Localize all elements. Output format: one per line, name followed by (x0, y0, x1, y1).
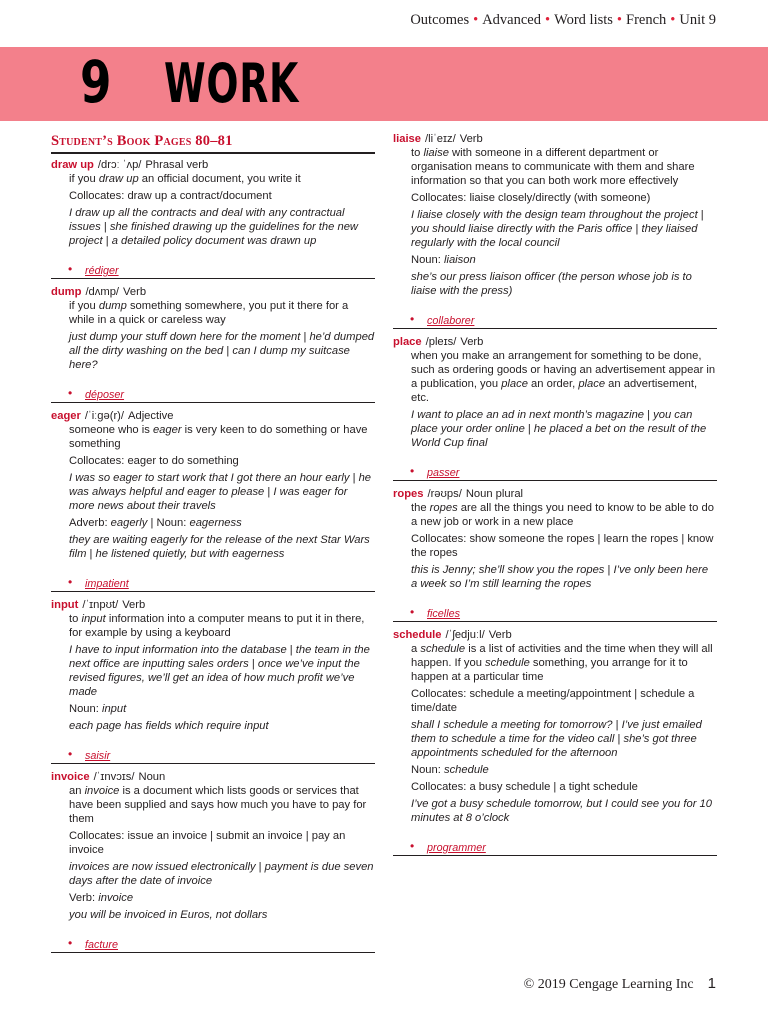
entry-body (393, 146, 717, 298)
nav-separator: • (544, 12, 551, 28)
pronunciation: /dʌmp/ (85, 286, 120, 298)
unit-number: 9 (80, 48, 111, 116)
translation-row (393, 605, 717, 622)
text-run: | (647, 409, 651, 421)
text-run: information into a computer means to put it in there, for example by using a keyboard (69, 613, 365, 639)
text-run: | (527, 423, 531, 435)
text-run: Collocates: show someone the ropes | learn the ropes | know the ropes (411, 533, 714, 559)
text-run: schedule (420, 643, 466, 655)
text-run: she’s our press liaison officer (the person whose job is to liaise with the press) (411, 271, 692, 297)
text-run: input (81, 613, 106, 625)
entry-body (393, 642, 717, 825)
text-run: are all the things you need to know to be able to do a new job or work in a new place (411, 502, 714, 528)
definition-text (411, 780, 717, 794)
headword-line (51, 285, 375, 299)
text-run: I was eager for more news about their travels (69, 486, 348, 512)
text-run: once we’ve input the revised figures, we’ll get an idea of how much profit we’ve made (69, 658, 360, 698)
bullet-icon: • (68, 386, 73, 400)
text-run: if you (69, 173, 99, 185)
example-text (69, 643, 375, 699)
dictionary-entry (393, 487, 717, 622)
dictionary-entry (51, 158, 375, 279)
headword-line (393, 487, 717, 501)
entry-body (51, 172, 375, 248)
text-run: the team in the next office are inputting sales orders (69, 644, 370, 670)
text-run: I was so eager to start work that I got there an hour early (69, 472, 353, 484)
translation: passer (427, 467, 460, 479)
definition-text (69, 423, 375, 451)
headword: eager (51, 410, 81, 422)
text-run: eager (152, 424, 182, 436)
text-run: you can place your order online (411, 409, 693, 435)
translation-row (393, 839, 717, 856)
entry-list (393, 132, 717, 856)
part-of-speech: Verb (122, 599, 146, 611)
example-text (411, 208, 717, 250)
text-run: to (69, 613, 82, 625)
headword: ropes (393, 488, 424, 500)
text-run: Collocates: eager to do something (69, 455, 239, 467)
dictionary-entry (393, 132, 717, 329)
translation: rédiger (85, 265, 119, 277)
pronunciation: /liˈeɪz/ (425, 133, 456, 145)
text-run: I’ve just emailed them to schedule a time for the video call (411, 719, 702, 745)
pronunciation: /rəʊps/ (427, 488, 462, 500)
text-run: schedule (485, 657, 530, 669)
pronunciation: /ˈʃedjuːl/ (445, 629, 485, 641)
text-run: Adverb: (69, 517, 111, 529)
text-run: I draw up all the contracts and deal with any contractual issues (69, 207, 345, 233)
text-run: draw up (98, 173, 139, 185)
nav-separator: • (616, 12, 622, 28)
part-of-speech: Verb (460, 336, 484, 348)
text-run: | (89, 548, 93, 560)
text-run: they are waiting eagerly for the release of the next Star Wars film (69, 534, 370, 560)
text-run: he was always helpful and eager to please (69, 472, 372, 498)
text-run: Collocates: liaise closely/directly (with someone) (411, 192, 651, 204)
definition-text (69, 829, 375, 857)
dictionary-entry (51, 285, 375, 403)
text-run: Noun: (69, 703, 102, 715)
text-run: ropes (429, 502, 458, 514)
text-run: a detailed policy document was drawn up (108, 235, 317, 247)
example-text (69, 471, 375, 513)
nav-separator: • (473, 12, 479, 28)
text-run: place (578, 378, 606, 390)
text-run: an advertisement, etc. (411, 378, 698, 404)
dictionary-entry (51, 770, 375, 953)
text-run: place (501, 378, 528, 390)
text-run: she’s got three appointments scheduled for the afternoon (411, 733, 697, 759)
dictionary-entry (393, 628, 717, 856)
text-run: can I dump my suitcase here? (69, 345, 350, 371)
text-run: Collocates: schedule a meeting/appointment | schedule a time/date (411, 688, 695, 714)
text-run: dump (98, 300, 127, 312)
headword-line (393, 132, 717, 146)
translation-row (393, 312, 717, 329)
text-run: is a list of activities and the time when they will all happen. If you (411, 643, 713, 669)
left-column (51, 132, 375, 959)
text-run: just dump your stuff down here for the moment (69, 331, 304, 343)
text-run: shall I schedule a meeting for tomorrow? (411, 719, 616, 731)
definition-text (69, 299, 375, 327)
text-run: Noun: (411, 254, 444, 266)
text-run: | Noun: (147, 517, 190, 529)
translation: impatient (85, 578, 129, 590)
text-run: when you make an arrangement for something to be done, such as ordering goods or having an advertisement appear in a publication, you (411, 350, 716, 390)
dictionary-entry (51, 598, 375, 764)
dictionary-entry (393, 335, 717, 481)
text-run: | (617, 733, 621, 745)
bullet-icon: • (410, 605, 415, 619)
headword: place (393, 336, 422, 348)
text-run: Noun: (411, 764, 444, 776)
text-run: | (289, 644, 293, 656)
definition-text (411, 191, 717, 205)
example-text (411, 270, 717, 298)
nav-item[interactable]: Word lists (554, 12, 613, 28)
definition-text (69, 189, 375, 203)
header-nav (410, 12, 716, 29)
nav-item[interactable]: Advanced (482, 12, 541, 28)
headword: invoice (51, 771, 90, 783)
text-run: each page has fields which require input (69, 720, 269, 732)
text-run: liaise (423, 147, 449, 159)
bullet-icon: • (68, 747, 73, 761)
nav-item[interactable]: Unit 9 (679, 12, 716, 28)
definition-text (69, 172, 375, 186)
text-run: someone who is (69, 424, 153, 436)
text-run: Collocates: a busy schedule | a tight schedule (411, 781, 638, 793)
definition-text (411, 501, 717, 529)
definition-text (411, 642, 717, 684)
text-run: | (103, 221, 107, 233)
unit-banner (0, 47, 768, 121)
translation-row (51, 575, 375, 592)
text-run: Verb: (69, 892, 99, 904)
headword: schedule (393, 629, 442, 641)
example-text (69, 719, 375, 733)
text-run: is very keen to do something or have something (69, 424, 368, 450)
text-run: I liaise closely with the design team throughout the project (411, 209, 701, 221)
text-run: invoice (84, 785, 120, 797)
text-run: invoices are now issued electronically (69, 861, 259, 873)
definition-text (411, 349, 717, 405)
right-column (393, 132, 717, 862)
part-of-speech: Noun plural (465, 488, 524, 500)
bullet-icon: • (410, 464, 415, 478)
text-run: this is Jenny; she’ll show you the ropes (411, 564, 608, 576)
example-text (69, 206, 375, 248)
definition-text (69, 612, 375, 640)
text-run: an order, (527, 378, 579, 390)
headword-line (51, 770, 375, 784)
text-run: liaison (443, 254, 476, 266)
unit-title: WORK (164, 52, 300, 115)
definition-text (69, 516, 375, 530)
section-heading: Student’s Book Pages 80–81 (51, 132, 375, 154)
text-run: | (226, 345, 230, 357)
dictionary-entry (51, 409, 375, 592)
example-text (69, 908, 375, 922)
translation-row (393, 464, 717, 481)
translation-row (51, 262, 375, 279)
headword-line (393, 335, 717, 349)
pronunciation: /drɔː ˈʌp/ (97, 159, 142, 171)
example-text (411, 718, 717, 760)
definition-text (69, 891, 375, 905)
text-run: | (607, 564, 611, 576)
text-run: payment is due seven days after the date of invoice (69, 861, 374, 887)
text-run: I have to input information into the database (69, 644, 290, 656)
example-text (69, 533, 375, 561)
example-text (69, 860, 375, 888)
text-run: input (101, 703, 127, 715)
definition-text (411, 763, 717, 777)
page-number: 1 (707, 975, 716, 992)
definition-text (411, 253, 717, 267)
definition-text (411, 687, 717, 715)
text-run: eagerness (189, 517, 242, 529)
headword: input (51, 599, 79, 611)
bullet-icon: • (68, 262, 73, 276)
translation-row (51, 747, 375, 764)
example-text (411, 797, 717, 825)
definition-text (69, 702, 375, 716)
translation: saisir (85, 750, 111, 762)
definition-text (69, 454, 375, 468)
pronunciation: /pleɪs/ (425, 336, 457, 348)
text-run: with someone in a different department or organisation means to communicate with them and share information so that you can both work more effectively (411, 147, 695, 187)
headword: dump (51, 286, 82, 298)
pronunciation: /ˈiːɡə(r)/ (84, 410, 125, 422)
text-run: I want to place an ad in next month’s magazine (411, 409, 648, 421)
headword: liaise (393, 133, 421, 145)
example-text (411, 563, 717, 591)
text-run: an (69, 785, 85, 797)
text-run: an official document, you write it (138, 173, 301, 185)
part-of-speech: Verb (488, 629, 512, 641)
definition-text (411, 146, 717, 188)
part-of-speech: Verb (459, 133, 483, 145)
headword-line (393, 628, 717, 642)
text-run: invoice (98, 892, 134, 904)
nav-item[interactable]: Outcomes (410, 12, 470, 28)
text-run: he’d dumped all the dirty washing on the bed (69, 331, 375, 357)
headword-line (51, 598, 375, 612)
text-run: is a document which lists goods or services that have been supplied and says how much you have to pay for them (69, 785, 367, 825)
text-run: | (105, 235, 109, 247)
text-run: | (615, 719, 619, 731)
example-text (411, 408, 717, 450)
pronunciation: /ˈɪnvɔɪs/ (93, 771, 135, 783)
text-run: to (411, 147, 424, 159)
text-run: he placed a bet on the result of the World Cup final (411, 423, 707, 449)
text-run: the (411, 502, 430, 514)
headword: draw up (51, 159, 94, 171)
example-text (69, 330, 375, 372)
text-run: if you (69, 300, 99, 312)
bullet-icon: • (410, 312, 415, 326)
entry-body (51, 784, 375, 922)
bullet-icon: • (410, 839, 415, 853)
pronunciation: /ˈɪnpʊt/ (82, 599, 119, 611)
nav-separator: • (670, 12, 676, 28)
text-run: they liaised regularly with the local council (411, 223, 698, 249)
text-run: something somewhere, you put it there for a while in a quick or careless way (69, 300, 349, 326)
part-of-speech: Phrasal verb (145, 159, 209, 171)
translation-row (51, 936, 375, 953)
text-run: eagerly (110, 517, 148, 529)
headword-line (51, 409, 375, 423)
text-run: something, you arrange for it to happen at a particular time (411, 657, 688, 683)
text-run: | (352, 472, 356, 484)
translation: collaborer (427, 315, 475, 327)
text-run: Collocates: draw up a contract/document (69, 190, 272, 202)
text-run: | (258, 861, 262, 873)
part-of-speech: Noun (138, 771, 166, 783)
part-of-speech: Adjective (128, 410, 174, 422)
entry-list (51, 158, 375, 953)
translation: ficelles (427, 608, 461, 620)
bullet-icon: • (68, 575, 73, 589)
headword-line (51, 158, 375, 172)
entry-body (51, 423, 375, 561)
text-run: she finished drawing up the guidelines for the new project (69, 221, 358, 247)
text-run: he listened quietly, but with eagerness (92, 548, 285, 560)
copyright: © 2019 Cengage Learning Inc (523, 977, 694, 992)
entry-body (393, 501, 717, 591)
definition-text (411, 532, 717, 560)
text-run: schedule (443, 764, 489, 776)
entry-body (393, 349, 717, 450)
text-run: | (251, 658, 255, 670)
text-run: you will be invoiced in Euros, not dollars (69, 909, 268, 921)
part-of-speech: Verb (123, 286, 147, 298)
nav-item[interactable]: French (626, 12, 667, 28)
text-run: | (635, 223, 639, 235)
text-run: I’ve got a busy schedule tomorrow, but I could see you for 10 minutes at 8 o’clock (411, 798, 712, 824)
entry-body (51, 299, 375, 372)
translation: programmer (427, 842, 486, 854)
text-run: | (700, 209, 704, 221)
footer (524, 975, 716, 993)
bullet-icon: • (68, 936, 73, 950)
text-run: Collocates: issue an invoice | submit an invoice | pay an invoice (69, 830, 346, 856)
text-run: | (267, 486, 271, 498)
text-run: you should liaise directly with the Paris office (411, 223, 636, 235)
text-run: a (411, 643, 421, 655)
entry-body (51, 612, 375, 733)
text-run: I’ve only been here a week so I’m still learning the ropes (411, 564, 709, 590)
translation: déposer (85, 389, 125, 401)
definition-text (69, 784, 375, 826)
text-run: | (303, 331, 307, 343)
translation: facture (85, 939, 119, 951)
translation-row (51, 386, 375, 403)
